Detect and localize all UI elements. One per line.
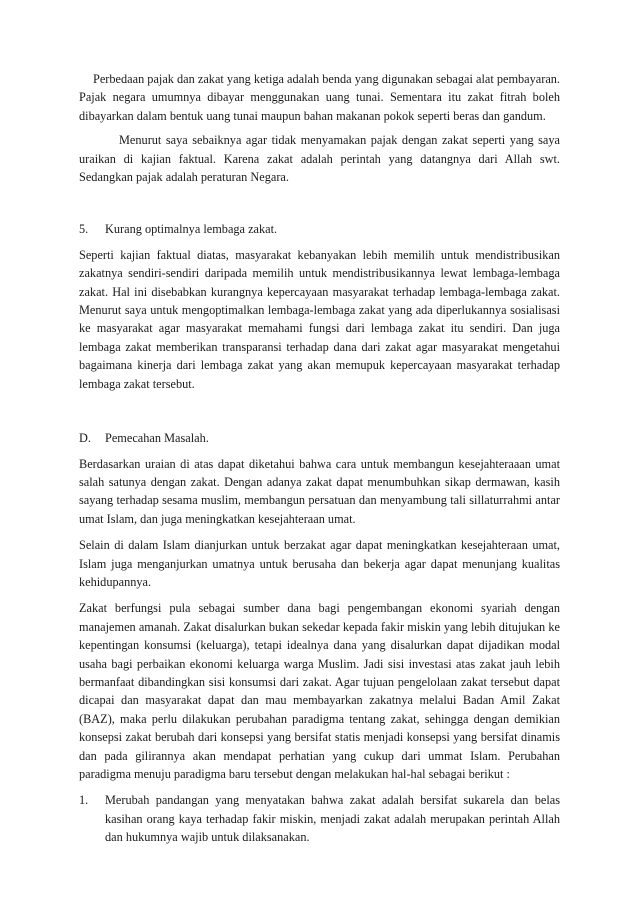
section-d-paragraph-1: Berdasarkan uraian di atas dapat diketahui bahwa cara untuk membangun kesejahteraaan umat salah satunya dengan zakat. Dengan adanya zakat dapat menumbuhkan sikap dermawan, kasih sayang terhadap sesama muslim, membangun persatuan dan menyambung tali sillaturrahmi antar umat Islam, dan juga meningkatkan kesejahteraan umat.	[79, 456, 560, 526]
section-d-paragraph-3: Zakat berfungsi pula sebagai sumber dana bagi pengembangan ekonomi syariah dengan manajemen amanah. Zakat disalurkan bukan sekedar kepada fakir miskin yang lebih ditujukan ke kepentingan konsumsi (keluarga), tetapi idealnya dana yang disalurkan dapat dijadikan modal usaha bagi perbaikan ekonomi keluarga warga Muslim. Jadi sisi investasi atas zakat jauh lebih bermanfaat dibandingkan sisi konsumsi dari zakat. Agar tujuan pengelolaan zakat tersebut dapat dicapai dan masyarakat dapat dan mau membayarkan zakatnya melalui Badan Amil Zakat (BAZ), maka perlu dilakukan perubahan paradigma tentang zakat, sehingga dengan demikian konsepsi zakat berubah dari konsepsi yang bersifat statis menjadi konsepsi yang bersifat dinamis dan pada gilirannya akan mendapat perhatian yang cukup dari ummat Islam. Perubahan paradigma menuju paradigma baru tersebut dengan melakukan hal-hal sebagai berikut :	[79, 601, 560, 781]
section-d-letter: D.	[79, 431, 91, 446]
section-5-body: Seperti kajian faktual diatas, masyarakat kebanyakan lebih memilih untuk mendistribusikan zakatnya sendiri-sendiri daripada memilih untuk mendistribusikannya lewat lembaga-lembaga zakat. Hal ini disebabkan kurangnya kepercayaan masyarakat terhadap lembaga-lembaga zakat. Menurut saya untuk mengoptimalkan lembaga-lembaga zakat yang ada diperlukannya sosialisasi ke masyarakat agar masyarakat memahami fungsi dari lembaga zakat itu sendiri. Dan juga lembaga zakat memberikan transparansi terhadap dana dari zakat agar masyarakat mengetahui bagaimana kinerja dari lembaga zakat yang akan memupuk kepercayaan masyarakat terhadap lembaga zakat tersebut.	[79, 247, 560, 391]
list-item-text: Merubah pandangan yang menyatakan bahwa zakat adalah bersifat sukarela dan belas kasihan orang kaya terhadap fakir miskin, menjadi zakat adalah merupakan perintah Allah dan hukumnya wajib untuk dilaksanakan.	[105, 793, 560, 845]
section-5-heading	[79, 220, 560, 238]
paragraph-menurut-saya: Menurut saya sebaiknya agar tidak menyamakan pajak dengan zakat seperti yang saya uraikan di kajian faktual. Karena zakat adalah perintah yang datangnya dari Allah swt. Sedangkan pajak adalah peraturan Negara.	[79, 133, 560, 185]
section-d-title: Pemecahan Masalah.	[105, 431, 209, 446]
list-item	[79, 791, 560, 846]
section-5-title: Kurang optimalnya lembaga zakat.	[105, 222, 278, 237]
section-d-heading	[79, 429, 560, 447]
paragraph-pajak-zakat: Perbedaan pajak dan zakat yang ketiga adalah benda yang digunakan sebagai alat pembayaran. Pajak negara umumnya dibayar menggunakan uang tunai. Sementara itu zakat fitrah boleh dibayarkan dalam bentuk uang tunai maupun bahan makanan pokok seperti beras dan gandum.	[79, 72, 560, 123]
section-d-paragraph-2: Selain di dalam Islam dianjurkan untuk berzakat agar dapat meningkatkan kesejahteraan umat, Islam juga menganjurkan umatnya untuk berusaha dan bekerja agar dapat menunjang kualitas kehidupannya.	[79, 538, 560, 589]
list-item-number: 1.	[79, 793, 89, 808]
section-5-number: 5.	[79, 222, 89, 237]
